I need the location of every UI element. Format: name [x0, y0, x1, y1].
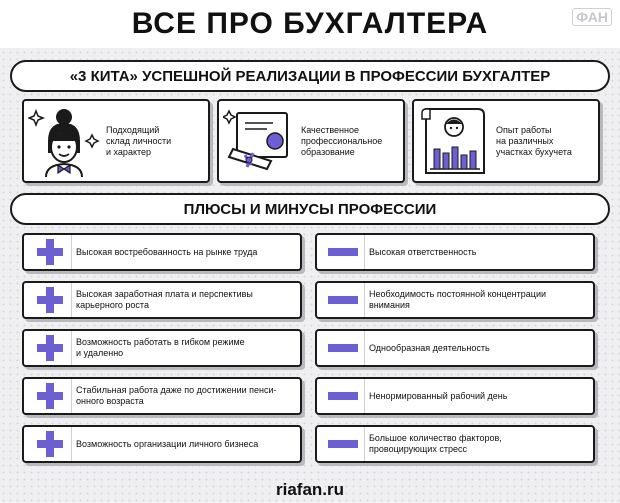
con-item-text: Однообразная деятельность — [369, 342, 490, 353]
pro-item-text: Возможность организации личного бизнеса — [76, 438, 259, 449]
con-item — [315, 281, 595, 319]
page-title — [0, 0, 620, 48]
fan-logo: ФАН — [572, 8, 612, 26]
con-item — [315, 425, 595, 463]
minus-icon — [321, 331, 365, 365]
source-footer — [0, 478, 620, 502]
plus-icon — [28, 379, 72, 413]
pillar-card-education-text: Качественное профессиональное образование — [301, 124, 383, 157]
plus-icon — [28, 331, 72, 365]
pro-item — [22, 377, 302, 415]
section-header-pros-cons — [10, 193, 610, 225]
con-item — [315, 377, 595, 415]
pro-item-text: Высокая востребованность на рынке труда — [76, 246, 258, 257]
pro-item — [22, 281, 302, 319]
minus-icon — [321, 379, 365, 413]
page-title-text: ВСЕ ПРО БУХГАЛТЕРА — [131, 7, 489, 40]
con-item-text: Высокая ответственность — [369, 246, 477, 257]
pro-item — [22, 329, 302, 367]
pro-item-text: Высокая заработная плата и перспективы карьерного роста — [76, 289, 253, 310]
section-header-three-pillars — [10, 60, 610, 92]
pro-item-text: Возможность работать в гибком режиме и удаленно — [76, 337, 245, 358]
pro-item — [22, 233, 302, 271]
minus-icon — [321, 283, 365, 317]
diploma-certificate-icon — [223, 105, 295, 177]
section-header-pros-cons-text: ПЛЮСЫ И МИНУСЫ ПРОФЕССИИ — [183, 200, 437, 218]
con-item-text: Большое количество факторов, провоцирующих стресс — [369, 433, 502, 454]
con-item-text: Ненормированный рабочий день — [369, 390, 508, 401]
minus-icon — [321, 427, 365, 461]
pillar-card-experience-text: Опыт работы на различных участках бухучета — [496, 124, 572, 157]
minus-icon — [321, 235, 365, 269]
pro-item — [22, 425, 302, 463]
pillar-card-personality-text: Подходящий склад личности и характер — [106, 124, 172, 157]
con-item — [315, 233, 595, 271]
con-item-text: Необходимость постоянной концентрации внимания — [369, 289, 546, 310]
plus-icon — [28, 283, 72, 317]
pillar-card-personality — [22, 99, 210, 183]
con-item — [315, 329, 595, 367]
section-header-three-pillars-text: «3 КИТА» УСПЕШНОЙ РЕАЛИЗАЦИИ В ПРОФЕССИИ БУХГАЛТЕР — [69, 67, 551, 85]
pro-item-text: Стабильная работа даже по достижении пенси- онного возраста — [76, 385, 277, 406]
source-link[interactable]: riafan.ru — [275, 480, 345, 499]
pillar-card-education — [217, 99, 405, 183]
pillar-card-experience — [412, 99, 600, 183]
plus-icon — [28, 235, 72, 269]
report-chart-icon — [418, 105, 490, 177]
woman-portrait-icon — [28, 105, 100, 177]
plus-icon — [28, 427, 72, 461]
